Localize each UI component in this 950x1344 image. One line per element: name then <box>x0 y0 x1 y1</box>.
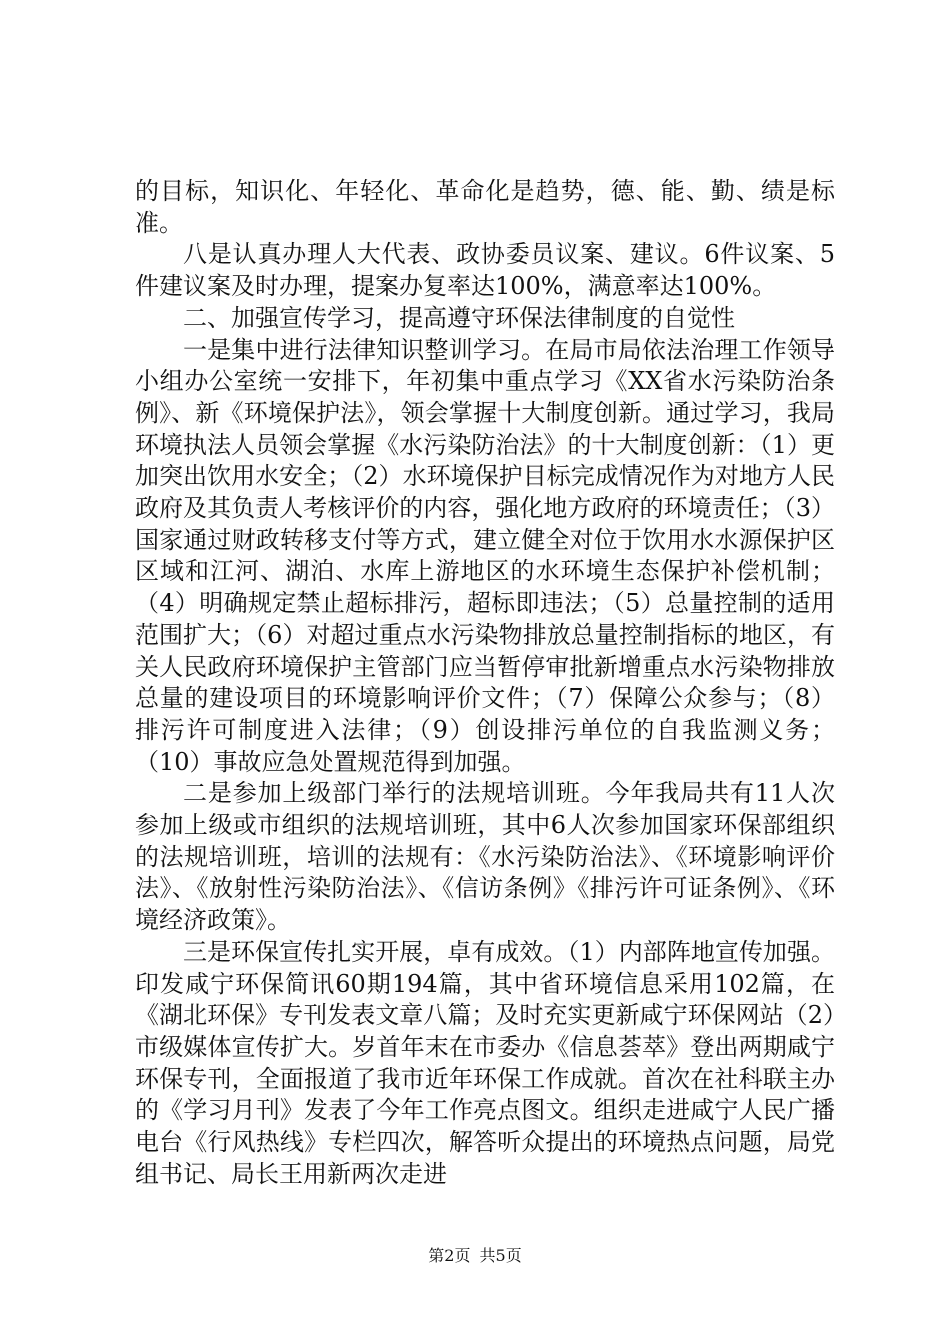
paragraph-training-classes: 二是参加上级部门举行的法规培训班。今年我局共有11人次参加上级或市组织的法规培训班，其中6人次参加国家环保部组织的法规培训班，培训的法规有：《水污染防治法》、《环境影响评价法》、《放射性污染防治法》、《信访条例》《排污许可证条例》、《环境经济政策》。 <box>135 779 835 935</box>
paragraph-publicity: 三是环保宣传扎实开展，卓有成效。（1）内部阵地宣传加强。印发咸宁环保简讯60期194篇，其中省环境信息采用102篇，在《湖北环保》专刊发表文章八篇；及时充实更新咸宁环保网站（2）市级媒体宣传扩大。岁首年末在市委办《信息荟萃》登出两期咸宁环保专刊，全面报道了我市近年环保工作成就。首次在社科联主办的《学习月刊》发表了今年工作亮点图文。组织走进咸宁人民广播电台《行风热线》专栏四次，解答听众提出的环境热点问题，局党组书记、局长王用新两次走进 <box>135 937 835 1188</box>
page-total: 共5页 <box>479 1246 522 1265</box>
page-number: 第2页 <box>428 1246 471 1265</box>
paragraph-continuation: 的目标，知识化、年轻化、革命化是趋势，德、能、勤、绩是标准。 <box>135 177 835 237</box>
document-body <box>135 176 835 1191</box>
page-footer <box>0 1246 950 1266</box>
paragraph-legal-training: 一是集中进行法律知识整训学习。在局市局依法治理工作领导小组办公室统一安排下，年初集中重点学习《XX省水污染防治条例》、新《环境保护法》，领会掌握十大制度创新。通过学习，我局环境执法人员领会掌握《水污染防治法》的十大制度创新：（1）更加突出饮用水安全；（2）水环境保护目标完成情况作为对地方人民政府及其负责人考核评价的内容，强化地方政府的环境责任；（3）国家通过财政转移支付等方式，建立健全对位于饮用水水源保护区区域和江河、湖泊、水库上游地区的水环境生态保护补偿机制；（4）明确规定禁止超标排污，超标即违法；（5）总量控制的适用范围扩大；（6）对超过重点水污染物排放总量控制指标的地区，有关人民政府环境保护主管部门应当暂停审批新增重点水污染物排放总量的建设项目的环境影响评价文件；（7）保障公众参与；（8）排污许可制度进入法律；（9）创设排污单位的自我监测义务；（10）事故应急处置规范得到加强。 <box>135 335 835 776</box>
paragraph-item-eight: 八是认真办理人大代表、政协委员议案、建议。6件议案、5件建议案及时办理，提案办复率达100%，满意率达100%。 <box>135 240 835 301</box>
section-heading-two: 二、加强宣传学习，提高遵守环保法律制度的自觉性 <box>183 303 735 332</box>
